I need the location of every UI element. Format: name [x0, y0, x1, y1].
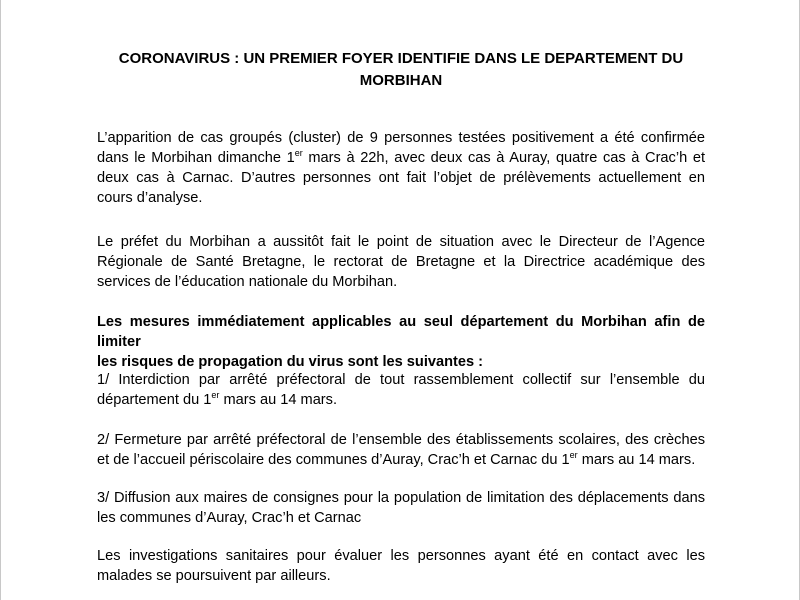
text-line: services de l’éducation nationale du Morbihan.: [97, 274, 398, 290]
text-line: les communes d’Auray, Crac’h et Carnac: [97, 510, 362, 526]
title-line-2: MORBIHAN: [359, 72, 443, 89]
text-line: malades se poursuivent par ailleurs.: [97, 568, 331, 584]
text-line: deux cas à Carnac. D’autres personnes ont fait l’objet de prélèvements actuellement en: [97, 170, 705, 186]
text-line: les risques de propagation du virus sont les suivantes :: [97, 354, 484, 370]
text-line: [97, 148, 705, 168]
text-segment: dans le Morbihan dimanche 1: [97, 150, 295, 166]
text-segment: mars à 22h, avec deux cas à Auray, quatre cas à Crac’h et: [302, 150, 705, 166]
paragraph-measure-2: [97, 430, 705, 470]
ordinal-superscript: er: [294, 148, 303, 159]
paragraph-prefect-situation: [97, 232, 705, 292]
ordinal-superscript: er: [569, 450, 578, 461]
text-line: 1/ Interdiction par arrêté préfectoral de tout rassemblement collectif sur l’ensemble du: [97, 372, 705, 388]
text-line: [97, 390, 705, 410]
text-segment: mars au 14 mars.: [577, 452, 696, 468]
text-line: Le préfet du Morbihan a aussitôt fait le point de situation avec le Directeur de l’Agence: [97, 234, 705, 250]
text-segment: et de l’accueil périscolaire des communes d’Auray, Crac’h et Carnac du 1: [97, 452, 570, 468]
text-line: Régionale de Santé Bretagne, le rectorat de Bretagne et la Directrice académique des: [97, 254, 705, 270]
paragraph-measure-1: [97, 370, 705, 410]
document-title: [61, 48, 741, 92]
paragraph-measure-3: [97, 488, 705, 528]
text-segment: mars au 14 mars.: [219, 392, 338, 408]
title-line-1: CORONAVIRUS : UN PREMIER FOYER IDENTIFIE DANS LE DEPARTEMENT DU: [118, 50, 684, 67]
text-line: 2/ Fermeture par arrêté préfectoral de l’ensemble des établissements scolaires, des crèches: [97, 432, 705, 448]
text-line: L’apparition de cas groupés (cluster) de 9 personnes testées positivement a été confirmée: [97, 130, 705, 146]
text-segment: département du 1: [97, 392, 212, 408]
text-line: Les mesures immédiatement applicables au seul département du Morbihan afin de limiter: [97, 314, 705, 350]
paragraph-cluster-confirmation: [97, 128, 705, 208]
text-line: 3/ Diffusion aux maires de consignes pour la population de limitation des déplacements dans: [97, 490, 705, 506]
ordinal-superscript: er: [211, 390, 220, 401]
text-line: [97, 450, 705, 470]
paragraph-measures-intro: [97, 312, 705, 372]
text-line: cours d’analyse.: [97, 190, 203, 206]
text-line: Les investigations sanitaires pour évaluer les personnes ayant été en contact avec les: [97, 548, 705, 564]
paragraph-investigations: [97, 546, 705, 586]
